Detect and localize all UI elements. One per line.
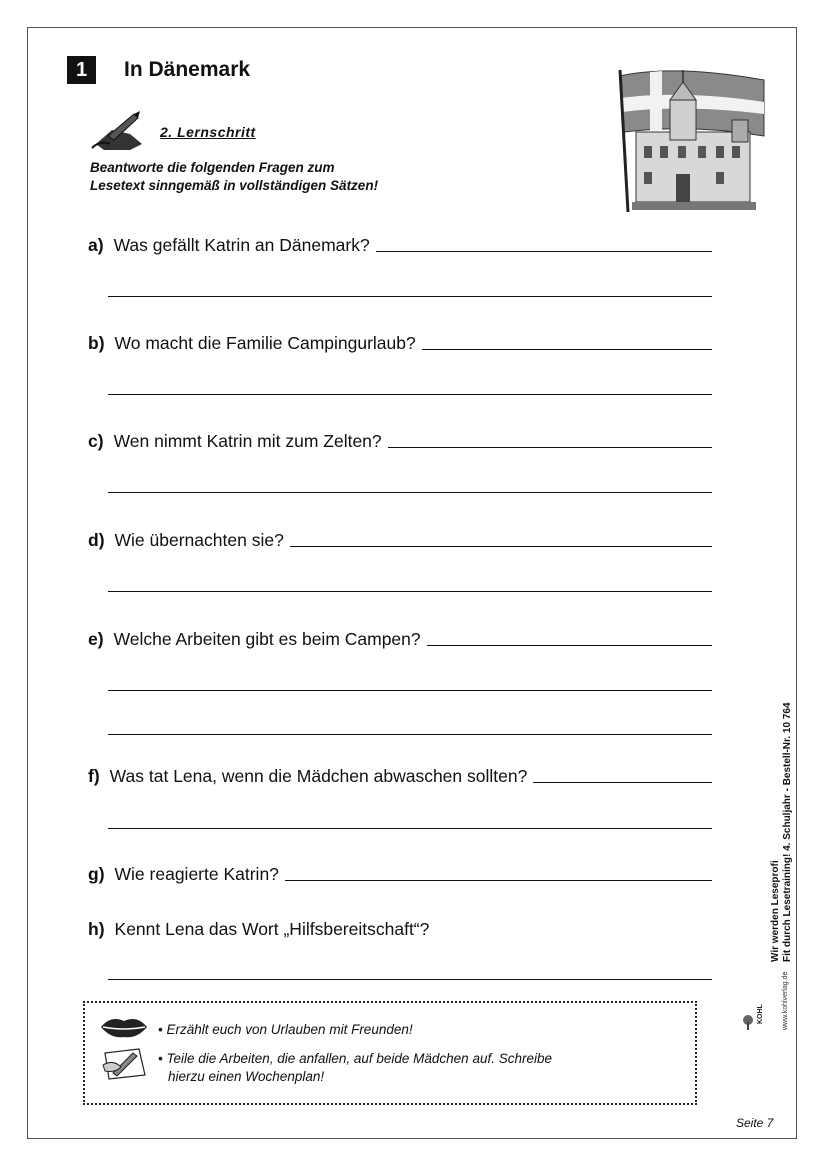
question-letter: d) [88,530,105,550]
question-letter: f) [88,766,100,786]
question-text: Wo macht die Familie Campingurlaub? [114,333,416,353]
question-letter: a) [88,235,104,255]
lips-icon [99,1015,149,1039]
question-letter: c) [88,431,104,451]
writing-hand-icon [99,1043,149,1083]
side-imprint [770,650,794,962]
question-letter: h) [88,919,105,939]
step-label: 2. Lernschritt [160,124,256,140]
answer-line[interactable] [108,492,712,493]
side-imprint-text [770,650,794,962]
publisher-url: www.kohlverlag.de [782,971,789,1030]
answer-line[interactable] [427,645,712,646]
danish-flag-castle-illustration [614,62,768,217]
answer-line[interactable] [108,690,712,691]
task-item-line: hierzu einen Wochenplan! [168,1069,325,1084]
side-line: Wir werden Leseprofi [770,860,781,962]
question-f [88,763,712,787]
question-text: Kennt Lena das Wort „Hilfsbereitschaft“? [114,919,430,939]
answer-line[interactable] [376,251,712,252]
publisher-logo [740,962,770,1032]
answer-line[interactable] [108,296,712,297]
question-text: Wie übernachten sie? [114,530,284,550]
question-text: Wen nimmt Katrin mit zum Zelten? [113,431,382,451]
answer-line[interactable] [388,447,712,448]
task-item-line: • Teile die Arbeiten, die anfallen, auf beide Mädchen auf. Schreibe [158,1051,552,1066]
question-text: Welche Arbeiten gibt es beim Campen? [113,629,421,649]
answer-line[interactable] [285,880,712,881]
question-b [88,330,712,354]
instruction [90,159,550,195]
answer-line[interactable] [108,394,712,395]
question-text: Was tat Lena, wenn die Mädchen abwaschen sollten? [109,766,528,786]
question-e [88,626,712,650]
question-letter: b) [88,333,105,353]
writing-hand-icon [90,110,148,152]
answer-line[interactable] [108,979,712,980]
question-g [88,861,712,885]
page-number: Seite 7 [736,1116,774,1130]
question-text: Wie reagierte Katrin? [114,864,279,884]
answer-line[interactable] [108,591,712,592]
task-item: • Erzählt euch von Urlauben mit Freunden! [158,1022,413,1037]
question-text: Was gefällt Katrin an Dänemark? [113,235,370,255]
exercise-number: 1 [67,56,96,84]
task-item [158,1050,658,1086]
side-line: Fit durch Lesetraining! 4. Schuljahr - Bestell-Nr. 10 764 [782,702,793,962]
instruction-line: Lesetext sinngemäß in vollständigen Sätzen! [90,178,379,193]
question-a [88,232,712,256]
answer-line[interactable] [533,782,712,783]
answer-line[interactable] [108,828,712,829]
answer-line[interactable] [108,734,712,735]
question-d [88,527,712,551]
question-letter: g) [88,864,105,884]
question-h [88,916,712,940]
answer-line[interactable] [290,546,712,547]
question-letter: e) [88,629,104,649]
instruction-line: Beantworte die folgenden Fragen zum [90,160,335,175]
answer-line[interactable] [422,349,712,350]
page-title: In Dänemark [124,58,251,81]
publisher-name: KOHL [757,1004,764,1024]
question-c [88,428,712,452]
